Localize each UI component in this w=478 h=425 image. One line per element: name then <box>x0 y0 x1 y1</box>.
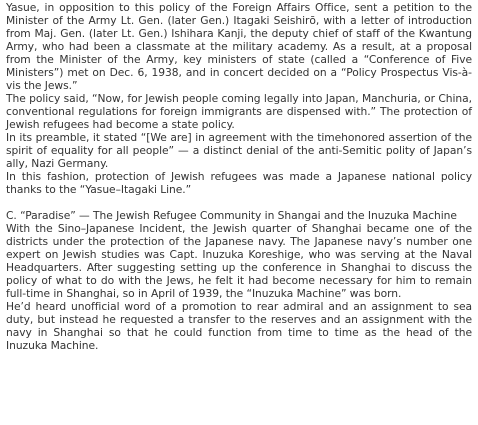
paragraph-inuzuka-machine: With the Sino–Japanese Incident, the Jewish quarter of Shanghai became one of the districts under the protection of the Japanese navy. The Japanese navy’s number one expert on Jewish studies was Capt. Inuzuka Koreshige, who was serving at the Naval Headquarters. After suggesting setting up the conference in Shanghai to discuss the policy of what to do with the Jews, he felt it had become necessary for him to remain full-time in Shanghai, so in April of 1939, the “Inuzuka Machine” was born. <box>6 222 472 300</box>
paragraph-petition: Yasue, in opposition to this policy of the Foreign Affairs Office, sent a petition to the Minister of the Army Lt. Gen. (later Gen.) Itagaki Seishirō, with a letter of introduction from Maj. Gen. (later Lt. Gen.) Ishihara Kanji, the deputy chief of staff of the Kwantung Army, who had been a classmate at the military academy. As a result, at a proposal from the Minister of the Army, key ministers of state (called a “Conference of Five Ministers”) met on Dec. 6, 1938, and in concert decided on a “Policy Prospectus Vis-à-vis the Jews.” <box>6 1 472 92</box>
paragraph-yasue-itagaki-line: In this fashion, protection of Jewish refugees was made a Japanese national policy thanks to the “Yasue–Itagaki Line.” <box>6 170 472 196</box>
section-heading-paradise: C. “Paradise” — The Jewish Refugee Community in Shangai and the Inuzuka Machine <box>6 209 457 222</box>
paragraph-policy-statement: The policy said, “Now, for Jewish people coming legally into Japan, Manchuria, or China, conventional regulations for foreign immigrants are dispensed with.” The protection of Jewish refugees had become a state policy. <box>6 92 472 131</box>
paragraph-transfer-request: He’d heard unofficial word of a promotion to rear admiral and an assignment to sea duty, but instead he requested a transfer to the reserves and an assignment with the navy in Shanghai so that he could function from time to time as the head of the Inuzuka Machine. <box>6 300 472 352</box>
paragraph-preamble: In its preamble, it stated “[We are] in agreement with the timehonored assertion of the spirit of equality for all people” — a distinct denial of the anti-Semitic polity of Japan’s ally, Nazi Germany. <box>6 131 472 170</box>
article-body <box>6 1 472 352</box>
paragraph-spacer <box>6 196 472 209</box>
